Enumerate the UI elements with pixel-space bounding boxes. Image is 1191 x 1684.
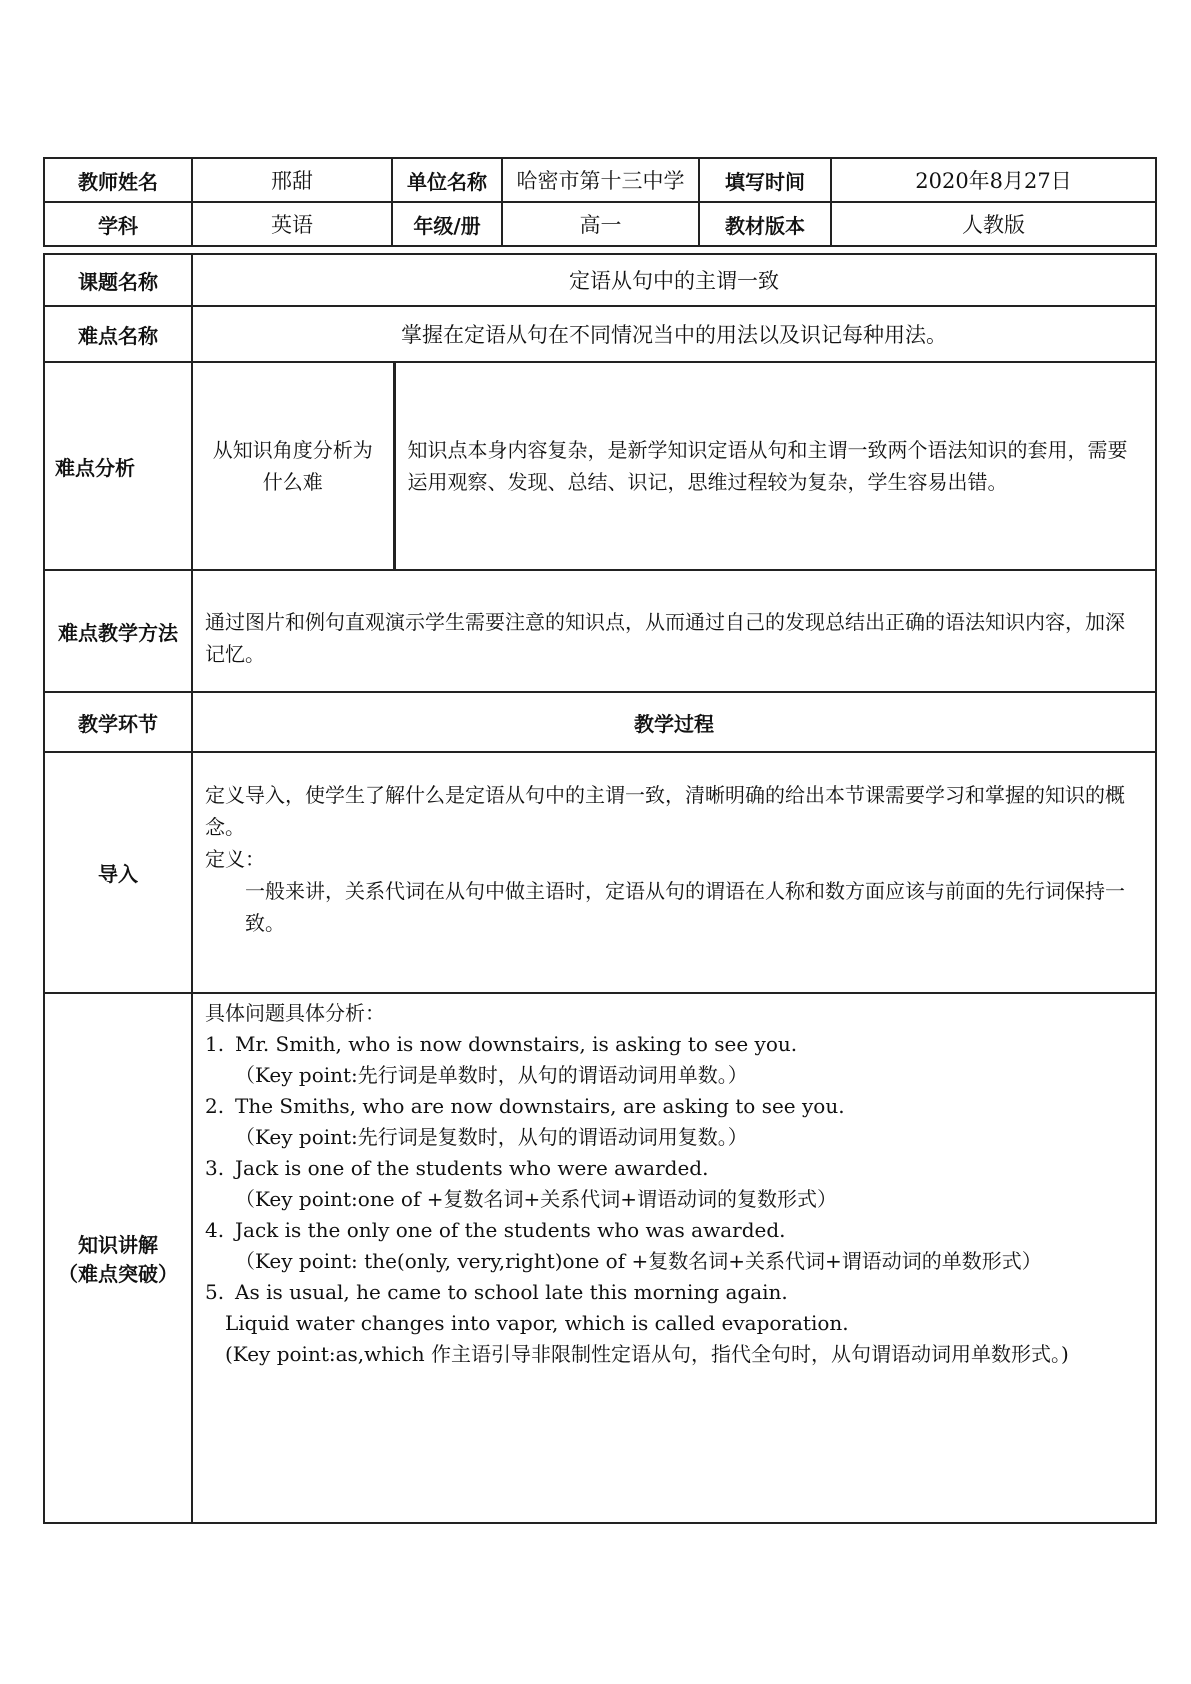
textbook-value: 人教版 xyxy=(831,202,1156,246)
process-header-row xyxy=(44,692,1156,752)
item-sentence: Mr. Smith, who is now downstairs, is asking to see you. xyxy=(235,1032,798,1056)
item-sentence: Jack is one of the students who were awarded. xyxy=(235,1156,709,1180)
analysis-row xyxy=(44,362,1156,570)
item-sentence: Jack is the only one of the students who was awarded. xyxy=(235,1218,786,1242)
item-number: 2. xyxy=(205,1094,225,1118)
extra-sentence: Liquid water changes into vapor, which is called evaporation. xyxy=(225,1311,849,1335)
grade-value: 高一 xyxy=(502,202,699,246)
analysis-inner xyxy=(193,363,1155,569)
knowledge-label-line-1: 知识讲解 xyxy=(78,1233,158,1257)
process-right-label: 教学过程 xyxy=(192,692,1156,752)
item-number: 5. xyxy=(205,1280,225,1304)
item-sentence: As is usual, he came to school late this morning again. xyxy=(235,1280,788,1304)
grade-label: 年级/册 xyxy=(392,202,502,246)
intro-label: 导入 xyxy=(44,752,192,993)
intro-line-3: 一般来讲，关系代词在从句中做主语时，定语从句的谓语在人称和数方面应该与前面的先行词保持一致。 xyxy=(245,879,1125,935)
knowledge-label xyxy=(44,993,192,1523)
item-number: 3. xyxy=(205,1156,225,1180)
intro-line-2: 定义： xyxy=(205,847,265,871)
teacher-value: 邢甜 xyxy=(192,158,392,202)
lesson-plan-table xyxy=(43,157,1157,1524)
subject-value: 英语 xyxy=(192,202,392,246)
item-sentence: The Smiths, who are now downstairs, are asking to see you. xyxy=(235,1094,845,1118)
method-text: 通过图片和例句直观演示学生需要注意的知识点，从而通过自己的发现总结出正确的语法知识内容，加深记忆。 xyxy=(192,570,1156,692)
item-key-point: （Key point:先行词是复数时，从句的谓语动词用复数。） xyxy=(235,1125,748,1149)
topic-label: 课题名称 xyxy=(44,254,192,306)
analysis-label: 难点分析 xyxy=(44,362,192,570)
knowledge-label-line-2: （难点突破） xyxy=(58,1262,178,1286)
item-key-point: （Key point:one of +复数名词+关系代词+谓语动词的复数形式） xyxy=(235,1187,837,1211)
date-value: 2020年8月27日 xyxy=(831,158,1156,202)
teacher-label: 教师姓名 xyxy=(44,158,192,202)
unit-value: 哈密市第十三中学 xyxy=(502,158,699,202)
intro-row xyxy=(44,752,1156,993)
method-row xyxy=(44,570,1156,692)
lesson-plan-sheet xyxy=(43,157,1155,1524)
difficulty-row xyxy=(44,306,1156,362)
topic-value: 定语从句中的主谓一致 xyxy=(192,254,1156,306)
knowledge-item xyxy=(205,1215,1143,1246)
unit-label: 单位名称 xyxy=(392,158,502,202)
item-number: 1. xyxy=(205,1032,225,1056)
knowledge-item xyxy=(205,1091,1143,1122)
difficulty-label: 难点名称 xyxy=(44,306,192,362)
extra-key-point: (Key point:as,which 作主语引导非限制性定语从句，指代全句时，从句谓语动词用单数形式。) xyxy=(225,1342,1069,1366)
analysis-sub-label: 从知识角度分析为什么难 xyxy=(193,363,394,569)
intro-line-1: 定义导入，使学生了解什么是定语从句中的主谓一致，清晰明确的给出本节课需要学习和掌握的知识的概念。 xyxy=(205,783,1125,839)
item-key-point: （Key point:先行词是单数时，从句的谓语动词用单数。） xyxy=(235,1063,748,1087)
knowledge-item xyxy=(205,1029,1143,1060)
difficulty-value: 掌握在定语从句在不同情况当中的用法以及识记每种用法。 xyxy=(192,306,1156,362)
knowledge-heading: 具体问题具体分析： xyxy=(205,1001,385,1025)
date-label: 填写时间 xyxy=(699,158,831,202)
analysis-text: 知识点本身内容复杂，是新学知识定语从句和主谓一致两个语法知识的套用，需要运用观察、发现、总结、识记，思维过程较为复杂，学生容易出错。 xyxy=(407,438,1128,494)
knowledge-item xyxy=(205,1277,1143,1308)
knowledge-content xyxy=(192,993,1156,1523)
process-left-label: 教学环节 xyxy=(44,692,192,752)
item-key-point: （Key point: the(only, very,right)one of +复数名词+关系代词+谓语动词的单数形式） xyxy=(235,1249,1042,1273)
textbook-label: 教材版本 xyxy=(699,202,831,246)
knowledge-row xyxy=(44,993,1156,1523)
header-row-1 xyxy=(44,158,1156,202)
item-number: 4. xyxy=(205,1218,225,1242)
header-row-2 xyxy=(44,202,1156,246)
method-label: 难点教学方法 xyxy=(44,570,192,692)
intro-content xyxy=(192,752,1156,993)
topic-row xyxy=(44,254,1156,306)
knowledge-item xyxy=(205,1153,1143,1184)
subject-label: 学科 xyxy=(44,202,192,246)
